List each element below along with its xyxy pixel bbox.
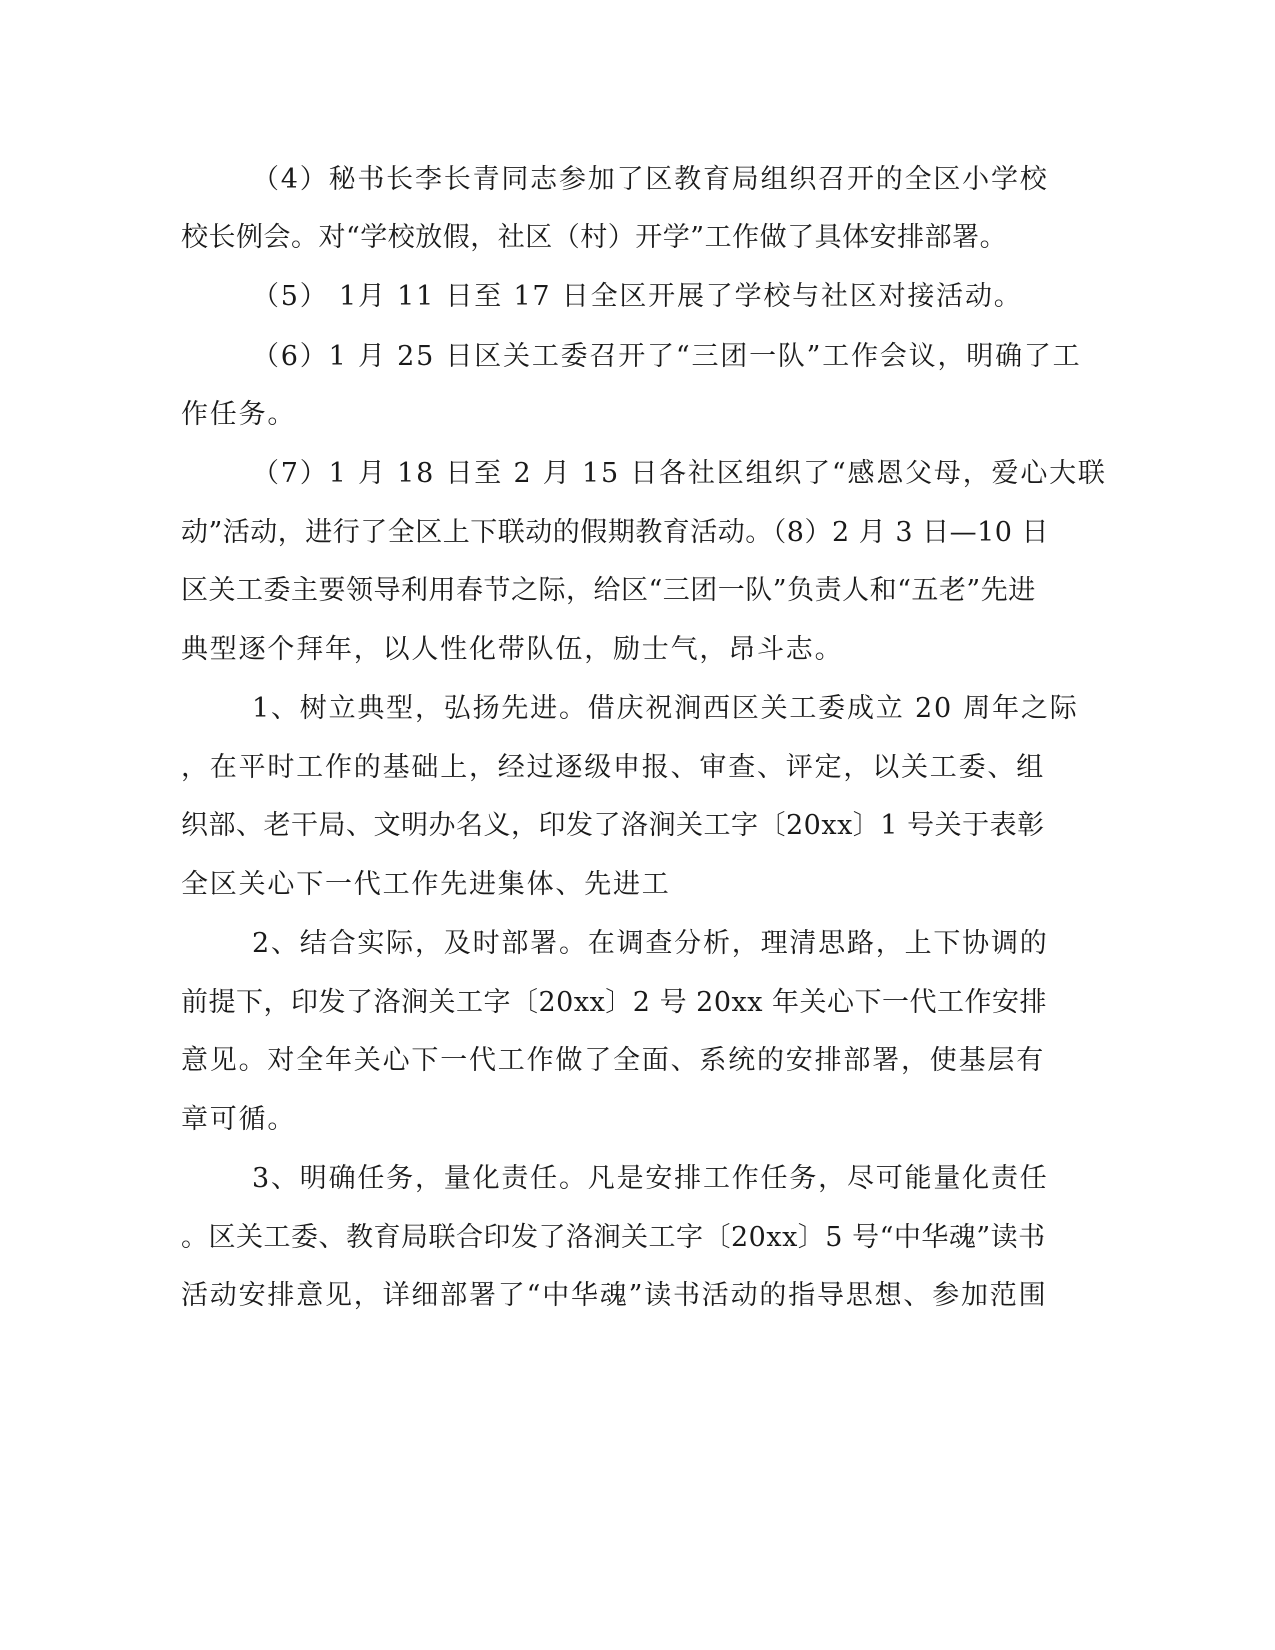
section-3-line-2: 。区关工委、教育局联合印发了洛涧关工字〔20xx〕5 号“中华魂”读书 (181, 1222, 1046, 1253)
section-1-line-1: 1、树立典型，弘扬先进。借庆祝涧西区关工委成立 20 周年之际 (252, 693, 1079, 724)
paragraph-7-line-1: （7）1 月 18 日至 2 月 15 日各社区组织了“感恩父母，爱心大联 (252, 458, 1107, 489)
section-3-line-1: 3、明确任务，量化责任。凡是安排工作任务，尽可能量化责任 (252, 1163, 1049, 1194)
section-2-line-3: 意见。对全年关心下一代工作做了全面、系统的安排部署，使基层有 (181, 1045, 1045, 1076)
paragraph-4-line-1: （4）秘书长李长青同志参加了区教育局组织召开的全区小学校 (252, 164, 1049, 195)
section-1-line-3: 织部、老干局、文明办名义，印发了洛涧关工字〔20xx〕1 号关于表彰 (181, 810, 1045, 841)
paragraph-4-line-2: 校长例会。对“学校放假，社区（村）开学”工作做了具体安排部署。 (181, 222, 1008, 253)
paragraph-6-line-1: （6）1 月 25 日区关工委召开了“三团一队”工作会议，明确了工 (252, 341, 1082, 372)
paragraph-5-line-1: （5） 1月 11 日至 17 日全区开展了学校与社区对接活动。 (252, 281, 1023, 312)
section-1-line-4: 全区关心下一代工作先进集体、先进工 (181, 869, 671, 900)
paragraph-6-line-2: 作任务。 (181, 399, 297, 430)
paragraph-7-line-4: 典型逐个拜年，以人性化带队伍，励士气，昂斗志。 (181, 634, 844, 665)
section-2-line-4: 章可循。 (181, 1104, 297, 1135)
section-1-line-2: ，在平时工作的基础上，经过逐级申报、审查、评定，以关工委、组 (181, 752, 1045, 783)
paragraph-7-line-3: 区关工委主要领导利用春节之际，给区“三团一队”负责人和“五老”先进 (181, 575, 1036, 606)
section-2-line-2: 前提下，印发了洛涧关工字〔20xx〕2 号 20xx 年关心下一代工作安排 (181, 987, 1048, 1018)
paragraph-7-line-2: 动”活动，进行了全区上下联动的假期教育活动。（8）2 月 3 日—10 日 (181, 517, 1050, 548)
section-3-line-3: 活动安排意见，详细部署了“中华魂”读书活动的指导思想、参加范围 (181, 1280, 1048, 1311)
section-2-line-1: 2、结合实际，及时部署。在调查分析，理清思路，上下协调的 (252, 928, 1049, 959)
